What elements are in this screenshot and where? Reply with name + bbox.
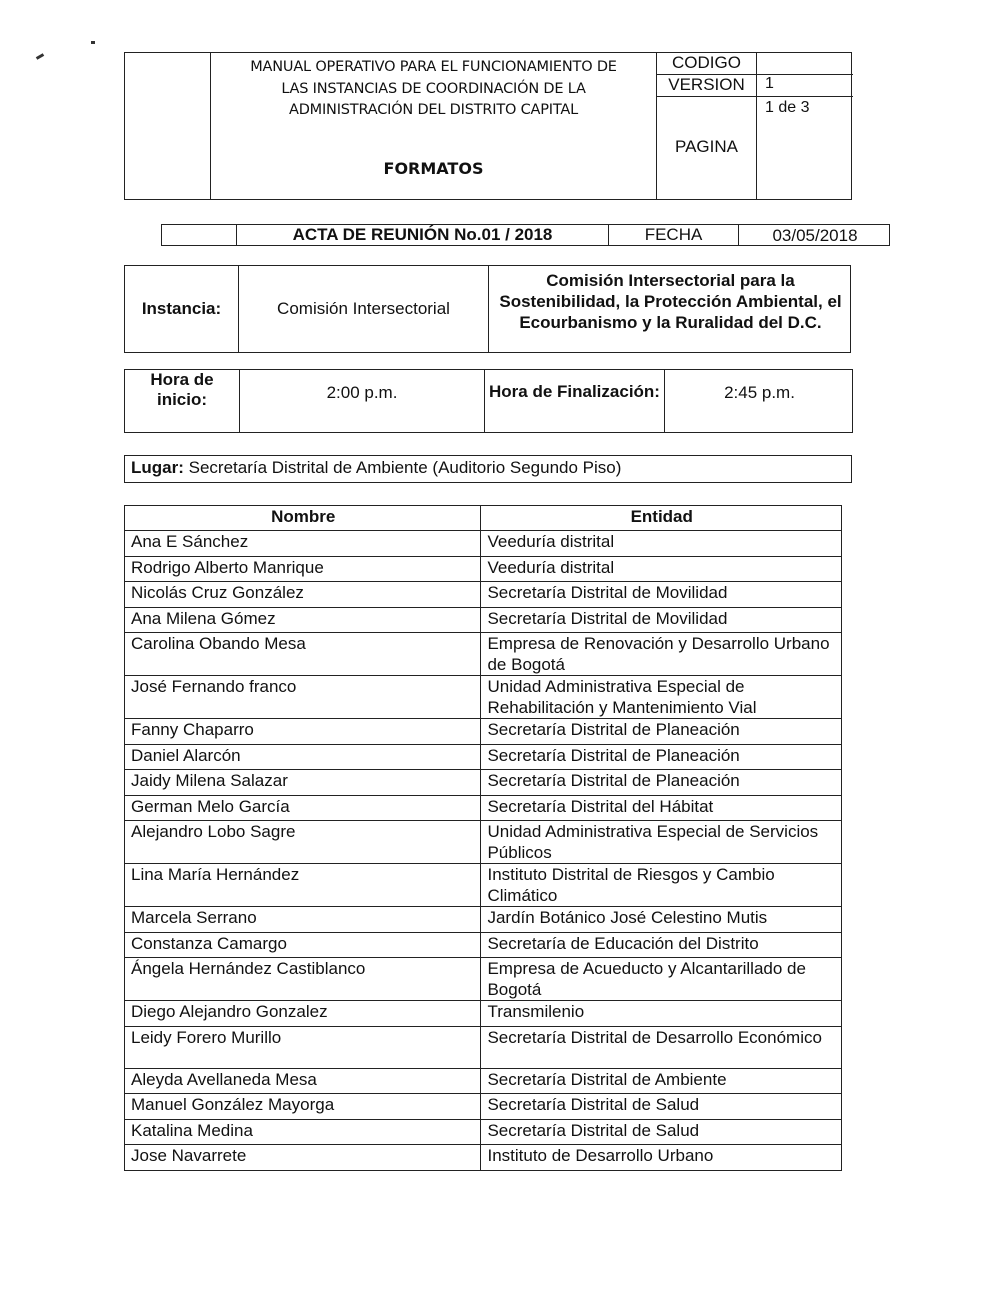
table-row bbox=[125, 1119, 842, 1145]
acta-title: ACTA DE REUNIÓN No.01 / 2018 bbox=[237, 225, 609, 245]
manual-title-line: LAS INSTANCIAS DE COORDINACIÓN DE LA bbox=[281, 80, 586, 97]
attendee-name: Leidy Forero Murillo bbox=[125, 1026, 481, 1068]
manual-title-cell bbox=[211, 53, 657, 199]
attendee-entity: Transmilenio bbox=[481, 1001, 842, 1027]
version-value: 1 bbox=[765, 75, 774, 92]
scan-speck bbox=[91, 41, 95, 44]
attendee-name: Carolina Obando Mesa bbox=[125, 633, 481, 676]
attendee-entity: Secretaría Distrital de Movilidad bbox=[481, 582, 842, 608]
pagina-row bbox=[657, 97, 853, 199]
table-row bbox=[125, 1068, 842, 1094]
attendee-name: Ana Milena Gómez bbox=[125, 607, 481, 633]
logo-placeholder bbox=[125, 53, 211, 199]
hora-inicio-label: Hora de inicio: bbox=[125, 370, 240, 432]
table-row bbox=[125, 907, 842, 933]
instancia-label: Instancia: bbox=[125, 266, 239, 352]
attendees-table bbox=[124, 505, 842, 1171]
document-meta bbox=[657, 53, 853, 199]
hora-fin-value: 2:45 p.m. bbox=[724, 383, 795, 402]
instancia-full-name: Comisión Intersectorial para la Sostenibilidad, la Protección Ambiental, el Ecourbanismo y la Ruralidad del D.C. bbox=[499, 271, 842, 332]
version-row bbox=[657, 75, 853, 97]
attendee-entity: Secretaría de Educación del Distrito bbox=[481, 932, 842, 958]
pagina-value: 1 de 3 bbox=[765, 99, 810, 116]
acta-blank-cell bbox=[162, 225, 237, 245]
instancia-table bbox=[124, 265, 851, 353]
attendee-name: Alejandro Lobo Sagre bbox=[125, 821, 481, 864]
table-row bbox=[125, 633, 842, 676]
hora-fin-label: Hora de Finalización: bbox=[485, 370, 665, 432]
attendee-name: Nicolás Cruz González bbox=[125, 582, 481, 608]
attendee-entity: Secretaría Distrital de Ambiente bbox=[481, 1068, 842, 1094]
column-header-entidad: Entidad bbox=[481, 506, 842, 531]
version-label: VERSION bbox=[657, 75, 757, 96]
attendee-name: Jose Navarrete bbox=[125, 1145, 481, 1171]
table-row bbox=[125, 744, 842, 770]
attendee-name: Ana E Sánchez bbox=[125, 531, 481, 557]
attendee-entity: Veeduría distrital bbox=[481, 556, 842, 582]
table-row bbox=[125, 1026, 842, 1068]
table-row bbox=[125, 770, 842, 796]
attendee-entity: Empresa de Renovación y Desarrollo Urbano de Bogotá bbox=[481, 633, 842, 676]
table-row bbox=[125, 719, 842, 745]
attendee-entity: Secretaría Distrital de Planeación bbox=[481, 744, 842, 770]
attendee-entity: Secretaría Distrital de Movilidad bbox=[481, 607, 842, 633]
table-row bbox=[125, 582, 842, 608]
attendee-entity: Instituto Distrital de Riesgos y Cambio Climático bbox=[481, 864, 842, 907]
codigo-row bbox=[657, 53, 853, 75]
column-header-nombre: Nombre bbox=[125, 506, 481, 531]
table-row bbox=[125, 1094, 842, 1120]
lugar-row bbox=[124, 455, 852, 483]
attendee-entity: Secretaría Distrital de Planeación bbox=[481, 770, 842, 796]
attendee-name: Aleyda Avellaneda Mesa bbox=[125, 1068, 481, 1094]
attendee-entity: Secretaría Distrital de Planeación bbox=[481, 719, 842, 745]
attendee-name: German Melo García bbox=[125, 795, 481, 821]
attendee-entity: Secretaría Distrital del Hábitat bbox=[481, 795, 842, 821]
attendees-header-row bbox=[125, 506, 842, 531]
attendee-entity: Secretaría Distrital de Salud bbox=[481, 1094, 842, 1120]
table-row bbox=[125, 795, 842, 821]
document-header bbox=[124, 52, 852, 200]
attendee-name: Constanza Camargo bbox=[125, 932, 481, 958]
fecha-label: FECHA bbox=[609, 225, 739, 245]
instancia-short-name: Comisión Intersectorial bbox=[239, 266, 489, 352]
table-row bbox=[125, 821, 842, 864]
attendee-entity: Unidad Administrativa Especial de Servicios Públicos bbox=[481, 821, 842, 864]
pagina-label: PAGINA bbox=[657, 97, 757, 199]
table-row bbox=[125, 531, 842, 557]
manual-title-line: MANUAL OPERATIVO PARA EL FUNCIONAMIENTO DE bbox=[250, 59, 617, 75]
table-row bbox=[125, 676, 842, 719]
attendee-name: Diego Alejandro Gonzalez bbox=[125, 1001, 481, 1027]
lugar-label: Lugar: bbox=[131, 458, 184, 477]
formatos-label: FORMATOS bbox=[383, 159, 484, 178]
attendee-name: José Fernando franco bbox=[125, 676, 481, 719]
table-row bbox=[125, 864, 842, 907]
attendee-entity: Secretaría Distrital de Salud bbox=[481, 1119, 842, 1145]
table-row bbox=[125, 958, 842, 1001]
attendee-name: Fanny Chaparro bbox=[125, 719, 481, 745]
attendee-entity: Empresa de Acueducto y Alcantarillado de Bogotá bbox=[481, 958, 842, 1001]
attendee-name: Daniel Alarcón bbox=[125, 744, 481, 770]
attendee-name: Lina María Hernández bbox=[125, 864, 481, 907]
attendee-entity: Instituto de Desarrollo Urbano bbox=[481, 1145, 842, 1171]
attendee-entity: Secretaría Distrital de Desarrollo Económico bbox=[481, 1026, 842, 1068]
attendee-name: Rodrigo Alberto Manrique bbox=[125, 556, 481, 582]
scan-speck bbox=[36, 53, 44, 60]
attendee-name: Ángela Hernández Castiblanco bbox=[125, 958, 481, 1001]
table-row bbox=[125, 1001, 842, 1027]
attendee-entity: Unidad Administrativa Especial de Rehabilitación y Mantenimiento Vial bbox=[481, 676, 842, 719]
table-row bbox=[125, 1145, 842, 1171]
manual-title-line: ADMINISTRACIÓN DEL DISTRITO CAPITAL bbox=[288, 102, 579, 118]
attendee-name: Manuel González Mayorga bbox=[125, 1094, 481, 1120]
table-row bbox=[125, 556, 842, 582]
table-row bbox=[125, 607, 842, 633]
attendee-name: Katalina Medina bbox=[125, 1119, 481, 1145]
lugar-value: Secretaría Distrital de Ambiente (Auditorio Segundo Piso) bbox=[188, 458, 622, 477]
attendee-entity: Veeduría distrital bbox=[481, 531, 842, 557]
attendee-name: Marcela Serrano bbox=[125, 907, 481, 933]
attendee-name: Jaidy Milena Salazar bbox=[125, 770, 481, 796]
table-row bbox=[125, 932, 842, 958]
acta-bar bbox=[161, 224, 890, 246]
attendee-entity: Jardín Botánico José Celestino Mutis bbox=[481, 907, 842, 933]
fecha-value: 03/05/2018 bbox=[772, 226, 858, 245]
codigo-label: CODIGO bbox=[657, 53, 757, 74]
horario-table bbox=[124, 369, 853, 433]
hora-inicio-value: 2:00 p.m. bbox=[240, 370, 485, 432]
